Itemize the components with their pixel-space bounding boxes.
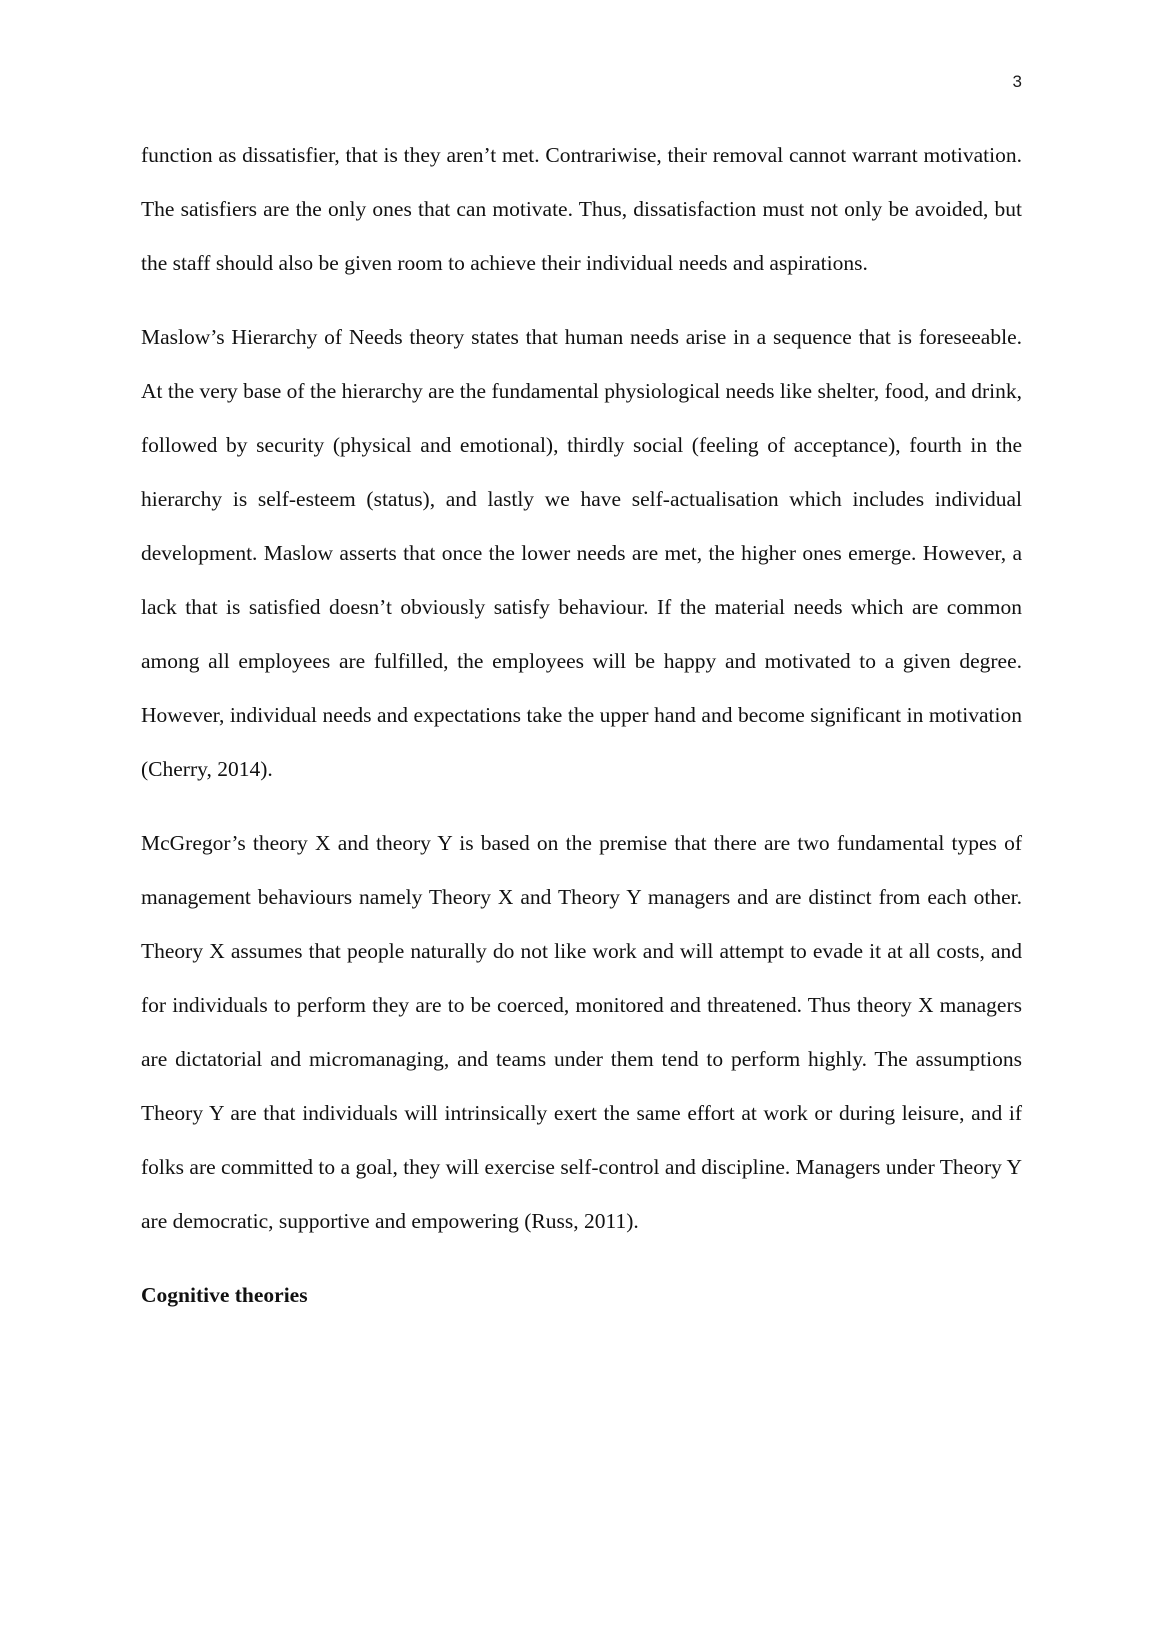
section-heading: Cognitive theories (141, 1283, 308, 1307)
paragraph-maslow: Maslow’s Hierarchy of Needs theory states that human needs arise in a sequence that is foreseeable. At the very base of the hierarchy are the fundamental physiological needs like shelter, food, and drink, followed by security (physical and emotional), thirdly social (feeling of acceptance), fourth in the hierarchy is self-esteem (status), and lastly we have self-actualisation which includes individual development. Maslow asserts that once the lower needs are met, the higher ones emerge. However, a lack that is satisfied doesn’t obviously satisfy behaviour. If the material needs which are common among all employees are fulfilled, the employees will be happy and motivated to a given degree. However, individual needs and expectations take the upper hand and become significant in motivation (Cherry, 2014). (141, 325, 1022, 781)
paragraph-herzberg-continuation: function as dissatisfier, that is they aren’t met. Contrariwise, their removal cannot warrant motivation. The satisfiers are the only ones that can motivate. Thus, dissatisfaction must not only be avoided, but the staff should also be given room to achieve their individual needs and aspirations. (141, 143, 1022, 275)
page-number: 3 (1012, 72, 1022, 91)
body-text (141, 128, 1022, 1322)
paragraph-mcgregor: McGregor’s theory X and theory Y is based on the premise that there are two fundamental types of management behaviours namely Theory X and Theory Y managers and are distinct from each other. Theory X assumes that people naturally do not like work and will attempt to evade it at all costs, and for individuals to perform they are to be coerced, monitored and threatened. Thus theory X managers are dictatorial and micromanaging, and teams under them tend to perform highly. The assumptions Theory Y are that individuals will intrinsically exert the same effort at work or during leisure, and if folks are committed to a goal, they will exercise self-control and discipline. Managers under Theory Y are democratic, supportive and empowering (Russ, 2011). (141, 831, 1022, 1233)
